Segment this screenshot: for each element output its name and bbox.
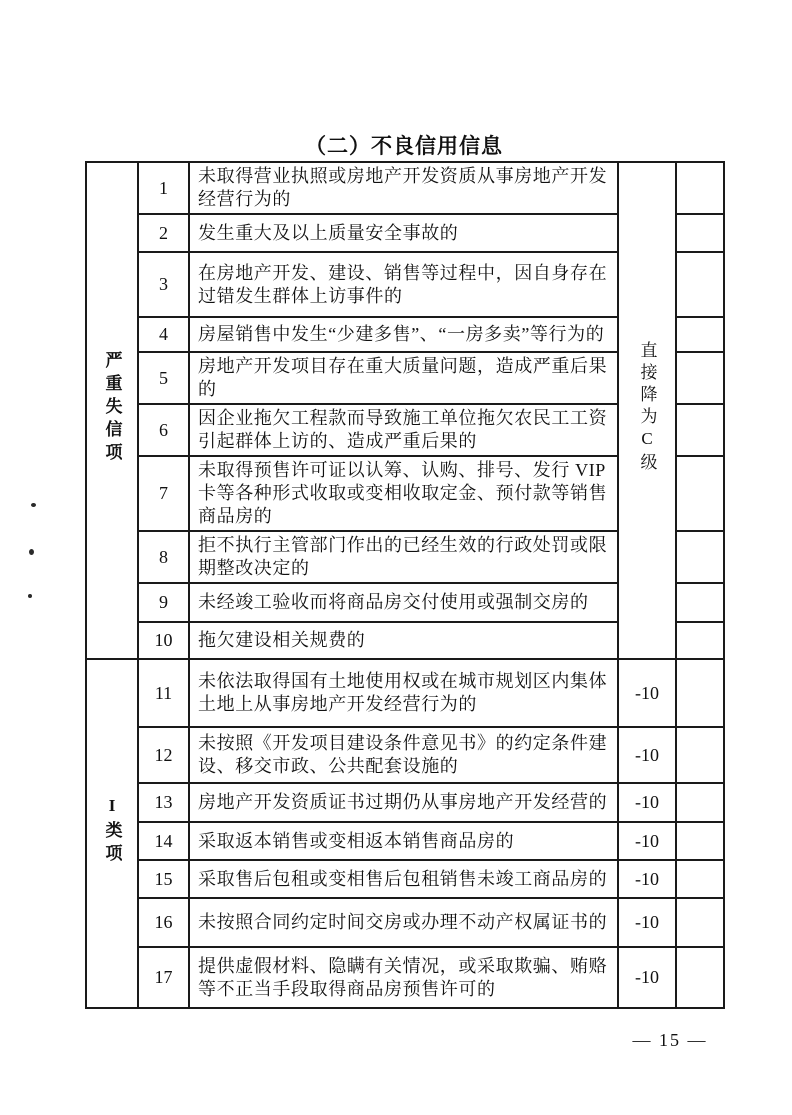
- penalty-cell: -10: [618, 860, 676, 898]
- row-description: 房地产开发资质证书过期仍从事房地产开发经营的: [189, 783, 618, 822]
- row-number: 1: [138, 162, 189, 214]
- row-description: 未取得预售许可证以认筹、认购、排号、发行 VIP 卡等各种形式收取或变相收取定金、预付款等销售商品房的: [189, 456, 618, 531]
- penalty-cell-merged: [618, 162, 676, 659]
- penalty-cell: -10: [618, 659, 676, 727]
- row-number: 4: [138, 317, 189, 352]
- row-number: 2: [138, 214, 189, 252]
- score-cell: [676, 317, 724, 352]
- scan-speck: [28, 594, 32, 598]
- score-cell: [676, 531, 724, 583]
- row-number: 16: [138, 898, 189, 947]
- row-number: 5: [138, 352, 189, 404]
- row-description: 房屋销售中发生“少建多售”、“一房多卖”等行为的: [189, 317, 618, 352]
- table-row: [86, 659, 724, 727]
- score-cell: [676, 214, 724, 252]
- score-cell: [676, 822, 724, 860]
- row-description: 未按照合同约定时间交房或办理不动产权属证书的: [189, 898, 618, 947]
- row-description: 在房地产开发、建设、销售等过程中，因自身存在过错发生群体上访事件的: [189, 252, 618, 317]
- row-description: 拖欠建设相关规费的: [189, 622, 618, 659]
- score-cell: [676, 456, 724, 531]
- row-description: 因企业拖欠工程款而导致施工单位拖欠农民工工资引起群体上访的、造成严重后果的: [189, 404, 618, 456]
- row-number: 8: [138, 531, 189, 583]
- row-description: 采取返本销售或变相返本销售商品房的: [189, 822, 618, 860]
- penalty-cell: -10: [618, 822, 676, 860]
- row-number: 15: [138, 860, 189, 898]
- group-label-text: I类项: [102, 795, 122, 867]
- row-description: 未取得营业执照或房地产开发资质从事房地产开发经营行为的: [189, 162, 618, 214]
- row-description: 未经竣工验收而将商品房交付使用或强制交房的: [189, 583, 618, 622]
- table-row: [86, 947, 724, 1008]
- score-cell: [676, 783, 724, 822]
- row-number: 10: [138, 622, 189, 659]
- penalty-cell: -10: [618, 727, 676, 783]
- score-cell: [676, 898, 724, 947]
- table-row: [86, 860, 724, 898]
- row-number: 17: [138, 947, 189, 1008]
- row-description: 未依法取得国有土地使用权或在城市规划区内集体土地上从事房地产开发经营行为的: [189, 659, 618, 727]
- section-title: （二）不良信用信息: [305, 135, 503, 158]
- row-number: 7: [138, 456, 189, 531]
- table-row: [86, 822, 724, 860]
- score-cell: [676, 622, 724, 659]
- row-description: 未按照《开发项目建设条件意见书》的约定条件建设、移交市政、公共配套设施的: [189, 727, 618, 783]
- scan-speck: [29, 549, 34, 555]
- penalty-text: 直接降为C级: [637, 341, 657, 475]
- row-description: 房地产开发项目存在重大质量问题，造成严重后果的: [189, 352, 618, 404]
- group-label-serious-dishonesty: [86, 162, 138, 659]
- table-row: [86, 783, 724, 822]
- row-description: 采取售后包租或变相售后包租销售未竣工商品房的: [189, 860, 618, 898]
- row-number: 11: [138, 659, 189, 727]
- score-cell: [676, 727, 724, 783]
- scan-speck: [31, 503, 36, 507]
- score-cell: [676, 659, 724, 727]
- row-number: 12: [138, 727, 189, 783]
- penalty-cell: -10: [618, 898, 676, 947]
- row-number: 13: [138, 783, 189, 822]
- score-cell: [676, 583, 724, 622]
- row-number: 3: [138, 252, 189, 317]
- row-description: 拒不执行主管部门作出的已经生效的行政处罚或限期整改决定的: [189, 531, 618, 583]
- score-cell: [676, 352, 724, 404]
- table-row: [86, 727, 724, 783]
- row-number: 9: [138, 583, 189, 622]
- group-label-text: 严重失信项: [102, 350, 122, 466]
- table-row: [86, 898, 724, 947]
- score-cell: [676, 162, 724, 214]
- row-number: 6: [138, 404, 189, 456]
- row-description: 发生重大及以上质量安全事故的: [189, 214, 618, 252]
- score-cell: [676, 404, 724, 456]
- page-number: — 15 —: [632, 1030, 708, 1050]
- row-description: 提供虚假材料、隐瞒有关情况，或采取欺骗、贿赂等不正当手段取得商品房预售许可的: [189, 947, 618, 1008]
- penalty-cell: -10: [618, 947, 676, 1008]
- row-number: 14: [138, 822, 189, 860]
- score-cell: [676, 860, 724, 898]
- table-row: [86, 162, 724, 214]
- score-cell: [676, 252, 724, 317]
- score-cell: [676, 947, 724, 1008]
- bad-credit-table: [85, 161, 725, 1009]
- penalty-cell: -10: [618, 783, 676, 822]
- group-label-category-one: [86, 659, 138, 1008]
